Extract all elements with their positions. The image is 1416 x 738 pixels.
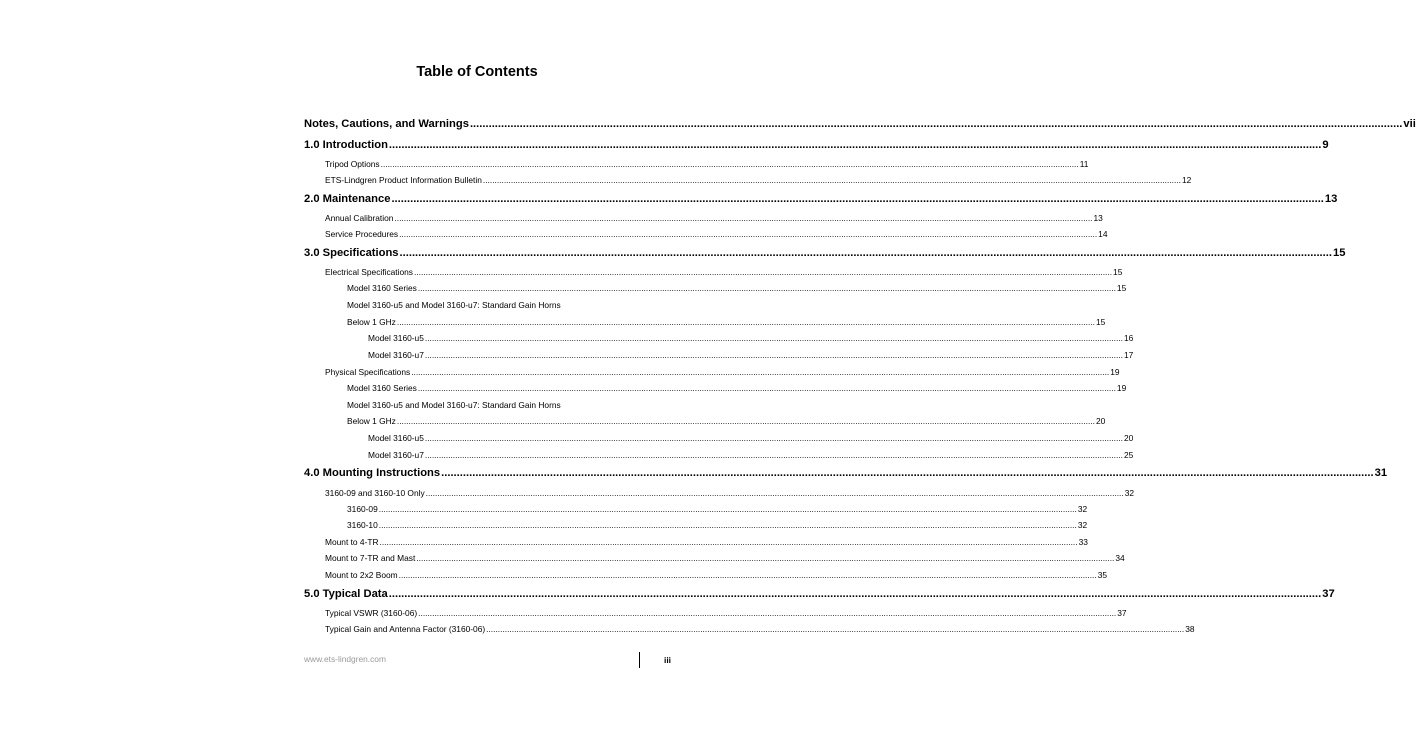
- toc-entry-label: Notes, Cautions, and Warnings: [304, 118, 469, 130]
- toc-subsection-entry[interactable]: [347, 381, 1127, 395]
- toc-subsection-entry[interactable]: [325, 211, 1103, 225]
- toc-subsection-entry[interactable]: [368, 448, 1134, 462]
- toc-dot-leader: ............................................................................................................................................................................................................................................................................................................: [417, 283, 1116, 293]
- toc-entry-page: 9: [1322, 139, 1329, 151]
- toc-section-entry[interactable]: [304, 466, 1388, 480]
- toc-dot-leader: ............................................................................................................................................................................................................................................................................................................: [417, 383, 1116, 393]
- toc-entry-label: 3160-10: [347, 520, 378, 530]
- toc-subsection-entry[interactable]: [368, 331, 1134, 345]
- toc-entry-label-wrapped: Model 3160-u5 and Model 3160-u7: Standard Gain Horns: [347, 400, 561, 410]
- toc-subsection-entry[interactable]: [347, 315, 1106, 329]
- toc-entry-label: 3.0 Specifications: [304, 247, 399, 259]
- toc-dot-leader: ............................................................................................................................................................................................................................................................................................................: [388, 588, 1322, 600]
- toc-entry-page: 31: [1374, 467, 1388, 479]
- toc-entry-label: Model 3160 Series: [347, 283, 417, 293]
- toc-dot-leader: ............................................................................................................................................................................................................................................................................................................: [486, 624, 1185, 634]
- toc-entry-page: 17: [1123, 350, 1134, 360]
- toc-entry-label: Below 1 GHz: [347, 317, 396, 327]
- toc-subsection-entry[interactable]: [347, 502, 1088, 516]
- toc-section-entry[interactable]: [304, 138, 1329, 152]
- toc-dot-leader: ............................................................................................................................................................................................................................................................................................................: [380, 159, 1079, 169]
- toc-dot-leader: ............................................................................................................................................................................................................................................................................................................: [399, 247, 1332, 259]
- toc-dot-leader: ............................................................................................................................................................................................................................................................................................................: [413, 267, 1113, 277]
- toc-entry-label: Electrical Specifications: [325, 267, 413, 277]
- toc-entry-page: vii: [1403, 118, 1416, 130]
- toc-dot-leader: ............................................................................................................................................................................................................................................................................................................: [391, 193, 1324, 205]
- toc-entry-page: 15: [1095, 317, 1106, 327]
- toc-dot-leader: ............................................................................................................................................................................................................................................................................................................: [424, 333, 1123, 343]
- toc-dot-leader: ............................................................................................................................................................................................................................................................................................................: [396, 317, 1095, 327]
- toc-subsection-entry[interactable]: [325, 227, 1108, 241]
- toc-entry-page: 37: [1322, 588, 1335, 600]
- toc-subsection-entry[interactable]: [368, 431, 1134, 445]
- toc-dot-leader: ............................................................................................................................................................................................................................................................................................................: [398, 570, 1097, 580]
- toc-subsection-entry[interactable]: [325, 265, 1123, 279]
- toc-section-entry[interactable]: [304, 587, 1335, 601]
- toc-entry-label: Tripod Options: [325, 159, 380, 169]
- page-title: Table of Contents: [416, 64, 538, 80]
- toc-subsection-entry[interactable]: [325, 365, 1120, 379]
- toc-dot-leader: ............................................................................................................................................................................................................................................................................................................: [379, 537, 1078, 547]
- toc-entry-page: 34: [1115, 553, 1125, 563]
- toc-entry-label: Model 3160-u7: [368, 450, 424, 460]
- toc-subsection-entry[interactable]: [325, 622, 1195, 636]
- footer-page-number: iii: [664, 655, 671, 665]
- toc-subsection-entry[interactable]: [325, 606, 1127, 620]
- toc-entry-label: Model 3160-u5: [368, 433, 424, 443]
- toc-entry-label: Physical Specifications: [325, 367, 411, 377]
- toc-entry-page: 15: [1333, 247, 1346, 259]
- toc-entry-page: 32: [1077, 520, 1088, 530]
- toc-dot-leader: ............................................................................................................................................................................................................................................................................................................: [425, 488, 1124, 498]
- toc-entry-label: Mount to 4-TR: [325, 537, 379, 547]
- toc-entry-label: ETS-Lindgren Product Information Bulletin: [325, 175, 482, 185]
- footer-divider: [639, 652, 640, 668]
- toc-dot-leader: ............................................................................................................................................................................................................................................................................................................: [424, 433, 1123, 443]
- toc-entry-page: 35: [1097, 570, 1108, 580]
- toc-entry-page: 20: [1123, 433, 1134, 443]
- toc-entry-page: 15: [1116, 283, 1127, 293]
- toc-entry-label: 3160-09 and 3160-10 Only: [325, 488, 425, 498]
- toc-entry-page: 33: [1078, 537, 1088, 547]
- toc-entry-page: 13: [1324, 193, 1338, 205]
- toc-entry-page: 32: [1077, 504, 1088, 514]
- toc-entry-page: 16: [1123, 333, 1134, 343]
- toc-subsection-entry[interactable]: [325, 157, 1089, 171]
- toc-entry-page: 11: [1079, 159, 1089, 169]
- toc-subsection-entry[interactable]: [347, 518, 1088, 532]
- toc-subsection-entry[interactable]: [325, 551, 1125, 565]
- toc-entry-page: 19: [1116, 383, 1127, 393]
- toc-dot-leader: ............................................................................................................................................................................................................................................................................................................: [424, 450, 1123, 460]
- toc-entry-page: 32: [1124, 488, 1135, 498]
- toc-dot-leader: ............................................................................................................................................................................................................................................................................................................: [394, 213, 1093, 223]
- toc-entry-label: 5.0 Typical Data: [304, 588, 388, 600]
- toc-dot-leader: ............................................................................................................................................................................................................................................................................................................: [482, 175, 1181, 185]
- toc-dot-leader: ............................................................................................................................................................................................................................................................................................................: [418, 608, 1117, 618]
- toc-entry-label: Service Procedures: [325, 229, 399, 239]
- toc-entry-page: 37: [1117, 608, 1127, 618]
- toc-entry-label: Model 3160 Series: [347, 383, 417, 393]
- footer-url: www.ets-lindgren.com: [304, 654, 386, 664]
- toc-entry-page: 15: [1113, 267, 1123, 277]
- toc-subsection-entry[interactable]: [325, 535, 1088, 549]
- toc-entry-label: Model 3160-u7: [368, 350, 424, 360]
- toc-dot-leader: ............................................................................................................................................................................................................................................................................................................: [396, 416, 1095, 426]
- toc-section-entry[interactable]: [304, 192, 1338, 206]
- toc-entry-label: Mount to 7-TR and Mast: [325, 553, 416, 563]
- toc-entry-page: 38: [1185, 624, 1195, 634]
- toc-subsection-entry[interactable]: [325, 486, 1135, 500]
- toc-dot-leader: ............................................................................................................................................................................................................................................................................................................: [378, 504, 1077, 514]
- toc-entry-label-wrapped: Model 3160-u5 and Model 3160-u7: Standard Gain Horns: [347, 300, 561, 310]
- toc-subsection-entry[interactable]: [347, 281, 1127, 295]
- toc-entry-label: Model 3160-u5: [368, 333, 424, 343]
- toc-dot-leader: ............................................................................................................................................................................................................................................................................................................: [399, 229, 1098, 239]
- toc-dot-leader: ............................................................................................................................................................................................................................................................................................................: [424, 350, 1123, 360]
- toc-dot-leader: ............................................................................................................................................................................................................................................................................................................: [441, 467, 1374, 479]
- toc-entry-page: 19: [1110, 367, 1120, 377]
- toc-subsection-entry[interactable]: [325, 568, 1108, 582]
- toc-entry-page: 12: [1181, 175, 1192, 185]
- toc-entry-label: Mount to 2x2 Boom: [325, 570, 398, 580]
- toc-dot-leader: ............................................................................................................................................................................................................................................................................................................: [416, 553, 1115, 563]
- toc-subsection-entry[interactable]: [347, 414, 1106, 428]
- toc-subsection-entry[interactable]: [368, 348, 1134, 362]
- toc-entry-label: 3160-09: [347, 504, 378, 514]
- toc-entry-page: 20: [1095, 416, 1106, 426]
- toc-entry-label: 4.0 Mounting Instructions: [304, 467, 441, 479]
- toc-entry-label: Annual Calibration: [325, 213, 394, 223]
- toc-entry-page: 13: [1093, 213, 1103, 223]
- toc-entry-page: 14: [1098, 229, 1108, 239]
- toc-entry-label: 1.0 Introduction: [304, 139, 388, 151]
- toc-section-entry[interactable]: [304, 246, 1346, 260]
- toc-subsection-entry[interactable]: [325, 173, 1192, 187]
- toc-entry-label: 2.0 Maintenance: [304, 193, 391, 205]
- toc-entry-label: Typical VSWR (3160-06): [325, 608, 418, 618]
- toc-entry-label: Typical Gain and Antenna Factor (3160-06): [325, 624, 486, 634]
- toc-section-entry[interactable]: [304, 117, 1416, 131]
- toc-entry-label: Below 1 GHz: [347, 416, 396, 426]
- toc-dot-leader: ............................................................................................................................................................................................................................................................................................................: [388, 139, 1322, 151]
- toc-dot-leader: ............................................................................................................................................................................................................................................................................................................: [378, 520, 1077, 530]
- toc-dot-leader: ............................................................................................................................................................................................................................................................................................................: [469, 118, 1403, 130]
- toc-dot-leader: ............................................................................................................................................................................................................................................................................................................: [411, 367, 1110, 377]
- toc-entry-page: 25: [1123, 450, 1134, 460]
